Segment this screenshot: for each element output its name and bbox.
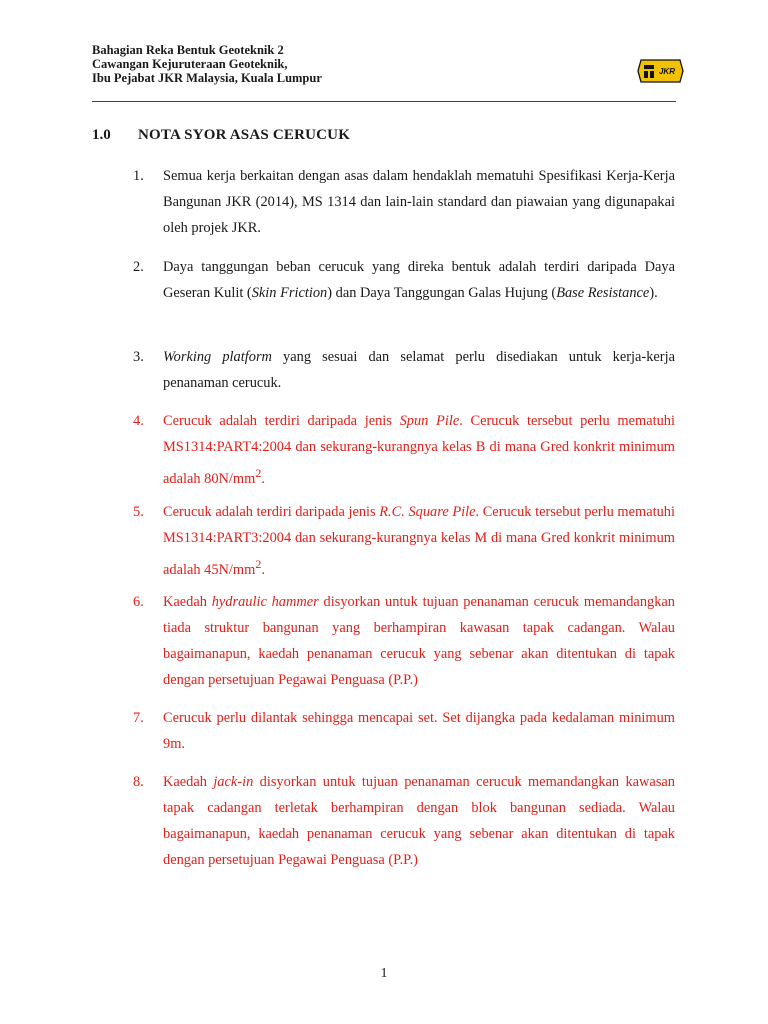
list-item-3: [133, 344, 675, 396]
term-base-resistance: Base Resistance: [556, 285, 650, 301]
term-working-platform: Working platform: [163, 349, 272, 365]
page-number: 1: [380, 966, 388, 981]
term-hydraulic-hammer: hydraulic hammer: [211, 594, 319, 610]
list-item-8: [133, 769, 675, 873]
list-item-7: [133, 705, 675, 757]
item-number: 3.: [133, 349, 144, 365]
item-text: Cerucuk perlu dilantak sehingga mencapai set. Set dijangka pada kedalaman minimum 9m.: [163, 710, 675, 752]
term-skin-friction: Skin Friction: [251, 285, 328, 301]
list-item-6: [133, 589, 675, 693]
header-divider: [92, 101, 676, 102]
item-number: 2.: [133, 259, 144, 275]
item-number: 6.: [133, 594, 144, 610]
term-jack-in: jack-in: [213, 774, 254, 790]
list-item-2: [133, 254, 675, 306]
header-line-1: Bahagian Reka Bentuk Geoteknik 2: [92, 43, 284, 57]
item-text: Kaedah hydraulic hammer disyorkan untuk tujuan penanaman cerucuk memandangkan tiada struktur bangunan yang berhampiran kawasan tapak cadangan. Walau bagaimanapun, kaedah penanaman cerucuk yang sebenar akan ditentukan di tapak dengan persetujuan Pegawai Penguasa (P.P.): [163, 594, 675, 688]
header-line-2: Cawangan Kejuruteraan Geoteknik,: [92, 57, 288, 71]
term-rc-square-pile: R.C. Square Pile: [379, 504, 476, 520]
list-item-1: [133, 163, 675, 241]
section-title: NOTA SYOR ASAS CERUCUK: [138, 127, 351, 143]
item-number: 8.: [133, 774, 144, 790]
jkr-logo-text: JKR: [658, 67, 676, 76]
item-text: Cerucuk adalah terdiri daripada jenis Spun Pile. Cerucuk tersebut perlu mematuhi MS1314:PART4:2004 dan sekurang-kurangnya kelas B di mana Gred konkrit minimum adalah $80N/mm^2$.: [163, 413, 675, 487]
item-number: 1.: [133, 168, 144, 184]
section-number: 1.0: [92, 127, 111, 143]
list-item-4: [133, 408, 675, 492]
document-header: [92, 43, 322, 85]
item-text: Kaedah jack-in disyorkan untuk tujuan penanaman cerucuk memandangkan kawasan tapak cadangan terletak berhampiran dengan blok bangunan sediada. Walau bagaimanapun, kaedah penanaman cerucuk yang sebenar akan ditentukan di tapak dengan persetujuan Pegawai Penguasa (P.P.): [163, 774, 676, 868]
list-item-5: [133, 499, 675, 583]
header-line-3: Ibu Pejabat JKR Malaysia, Kuala Lumpur: [92, 71, 322, 85]
item-text: Working platform yang sesuai dan selamat perlu disediakan untuk kerja-kerja penanaman cerucuk.: [163, 349, 675, 391]
jkr-logo: [637, 58, 684, 84]
item-number: 4.: [133, 413, 144, 429]
term-spun-pile: Spun Pile: [399, 413, 460, 429]
item-number: 7.: [133, 710, 144, 726]
item-text: Cerucuk adalah terdiri daripada jenis R.C. Square Pile. Cerucuk tersebut perlu mematuhi MS1314:PART3:2004 dan sekurang-kurangnya kelas M di mana Gred konkrit minimum adalah $45N/mm^2$.: [163, 504, 675, 578]
item-text: Semua kerja berkaitan dengan asas dalam hendaklah mematuhi Spesifikasi Kerja-Kerja Bangunan JKR (2014), MS 1314 dan lain-lain standard dan piawaian yang digunapakai oleh projek JKR.: [163, 168, 675, 236]
item-number: 5.: [133, 504, 144, 520]
item-text: Daya tanggungan beban cerucuk yang direka bentuk adalah terdiri daripada Daya Geseran Kulit (Skin Friction) dan Daya Tanggungan Galas Hujung (Base Resistance).: [163, 259, 675, 301]
